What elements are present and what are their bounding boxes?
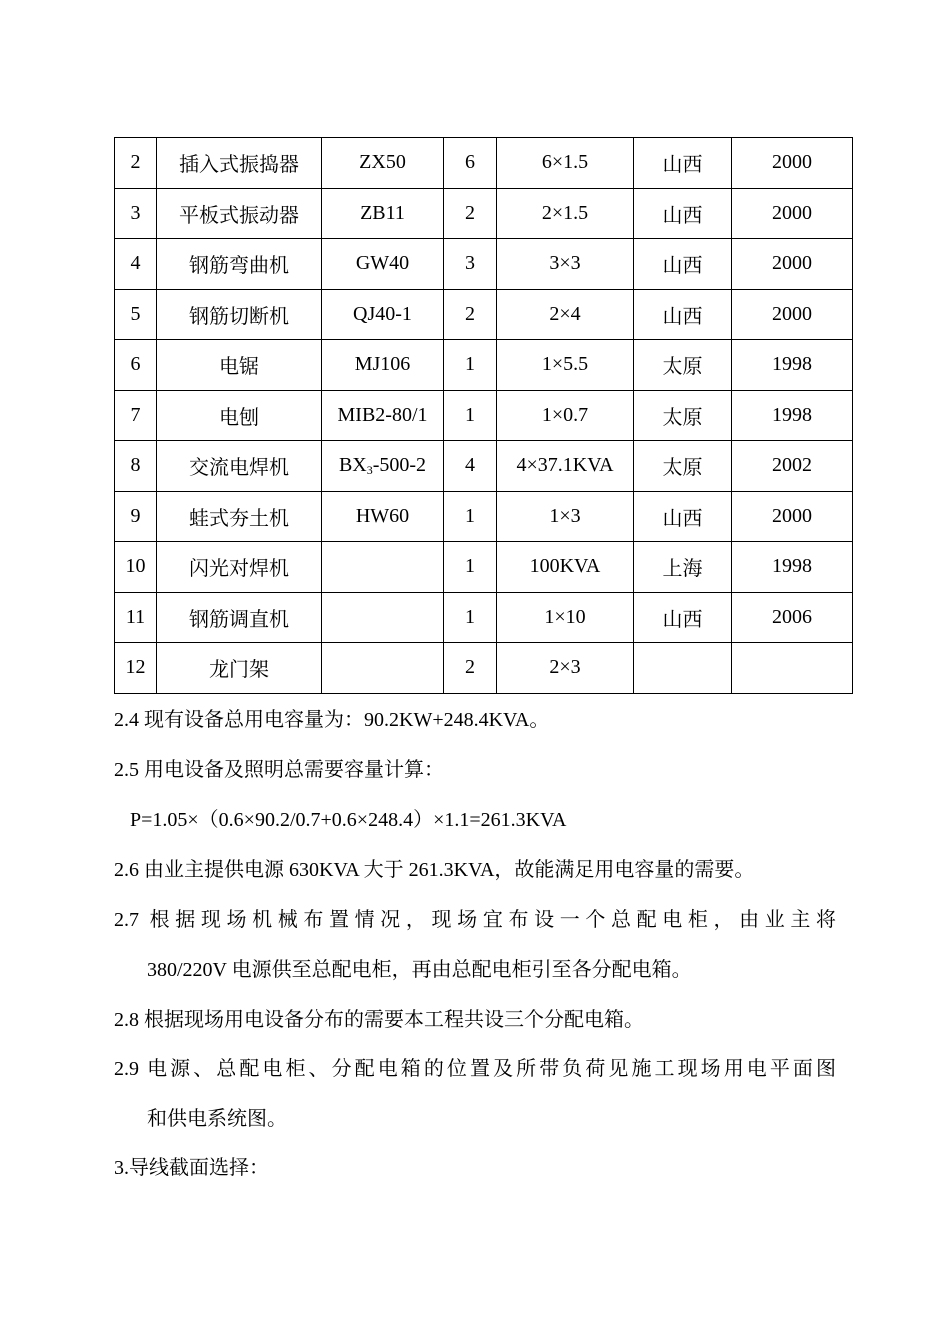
- equipment-power: 6×1.5: [497, 138, 634, 189]
- row-number: 10: [115, 542, 157, 593]
- equipment-year: 1998: [732, 340, 853, 391]
- equipment-origin: 山西: [634, 592, 732, 643]
- equipment-origin: 山西: [634, 289, 732, 340]
- equipment-quantity: 1: [444, 340, 497, 391]
- equipment-power: 2×4: [497, 289, 634, 340]
- table-row: [115, 138, 853, 189]
- equipment-year: 2000: [732, 289, 853, 340]
- row-number: 5: [115, 289, 157, 340]
- equipment-year: 2006: [732, 592, 853, 643]
- equipment-quantity: 1: [444, 390, 497, 441]
- equipment-name: 钢筋弯曲机: [157, 239, 322, 290]
- equipment-model: [322, 441, 444, 492]
- equipment-model: QJ40-1: [322, 289, 444, 340]
- model-prefix: BX: [338, 453, 367, 476]
- equipment-quantity: 6: [444, 138, 497, 189]
- equipment-power: 1×10: [497, 592, 634, 643]
- equipment-model: GW40: [322, 239, 444, 290]
- equipment-power: 4×37.1KVA: [497, 441, 634, 492]
- equipment-power: 1×5.5: [497, 340, 634, 391]
- equipment-model: [322, 643, 444, 694]
- table-row: [115, 289, 853, 340]
- equipment-origin: 山西: [634, 239, 732, 290]
- equipment-year: 2002: [732, 441, 853, 492]
- table-row: [115, 390, 853, 441]
- equipment-name: 电刨: [157, 390, 322, 441]
- table-row: [115, 340, 853, 391]
- equipment-year: 2000: [732, 138, 853, 189]
- equipment-power: 100KVA: [497, 542, 634, 593]
- equipment-table: [114, 137, 853, 694]
- paragraph-2-7-line-2: 380/220V 电源供至总配电柜，再由总配电柜引至各分配电箱。: [147, 959, 692, 981]
- equipment-name: 蛙式夯土机: [157, 491, 322, 542]
- equipment-name: 交流电焊机: [157, 441, 322, 492]
- equipment-power: 2×1.5: [497, 188, 634, 239]
- equipment-year: 2000: [732, 491, 853, 542]
- equipment-name: 龙门架: [157, 643, 322, 694]
- paragraph-2-7-line-1: 2.7 根据现场机械布置情况，现场宜布设一个总配电柜，由业主将: [114, 909, 836, 931]
- equipment-quantity: 1: [444, 592, 497, 643]
- equipment-name: 平板式振动器: [157, 188, 322, 239]
- equipment-quantity: 2: [444, 289, 497, 340]
- equipment-power: 3×3: [497, 239, 634, 290]
- equipment-year: 1998: [732, 542, 853, 593]
- section-3-heading: 3.导线截面选择：: [114, 1157, 269, 1179]
- equipment-quantity: 2: [444, 188, 497, 239]
- equipment-model: ZB11: [322, 188, 444, 239]
- row-number: 7: [115, 390, 157, 441]
- table-row: [115, 188, 853, 239]
- equipment-origin: 太原: [634, 441, 732, 492]
- row-number: 4: [115, 239, 157, 290]
- equipment-power: 2×3: [497, 643, 634, 694]
- row-number: 12: [115, 643, 157, 694]
- row-number: 3: [115, 188, 157, 239]
- row-number: 2: [115, 138, 157, 189]
- equipment-origin: [634, 643, 732, 694]
- table-row: [115, 239, 853, 290]
- equipment-model: [322, 592, 444, 643]
- equipment-origin: 太原: [634, 390, 732, 441]
- model-suffix: -500-2: [372, 453, 427, 476]
- equipment-model: [322, 542, 444, 593]
- equipment-model: ZX50: [322, 138, 444, 189]
- paragraph-2-5: 2.5 用电设备及照明总需要容量计算：: [114, 759, 444, 781]
- equipment-origin: 太原: [634, 340, 732, 391]
- equipment-quantity: 3: [444, 239, 497, 290]
- table-row: [115, 441, 853, 492]
- equipment-name: 钢筋调直机: [157, 592, 322, 643]
- row-number: 9: [115, 491, 157, 542]
- table-row: [115, 592, 853, 643]
- paragraph-2-9-line-1: 2.9 电源、总配电柜、分配电箱的位置及所带负荷见施工现场用电平面图: [114, 1058, 836, 1080]
- equipment-power: 1×0.7: [497, 390, 634, 441]
- equipment-name: 钢筋切断机: [157, 289, 322, 340]
- equipment-origin: 山西: [634, 138, 732, 189]
- equipment-name: 电锯: [157, 340, 322, 391]
- model-subscript: 3: [366, 462, 373, 477]
- equipment-quantity: 1: [444, 542, 497, 593]
- equipment-power: 1×3: [497, 491, 634, 542]
- equipment-year: 1998: [732, 390, 853, 441]
- equipment-model: MIB2-80/1: [322, 390, 444, 441]
- table-row: [115, 542, 853, 593]
- equipment-year: [732, 643, 853, 694]
- equipment-model: HW60: [322, 491, 444, 542]
- equipment-quantity: 4: [444, 441, 497, 492]
- equipment-quantity: 1: [444, 491, 497, 542]
- equipment-model: MJ106: [322, 340, 444, 391]
- paragraph-2-6: 2.6 由业主提供电源 630KVA 大于 261.3KVA，故能满足用电容量的需要。: [114, 859, 755, 881]
- equipment-name: 闪光对焊机: [157, 542, 322, 593]
- equipment-name: 插入式振捣器: [157, 138, 322, 189]
- equipment-origin: 山西: [634, 188, 732, 239]
- equipment-origin: 山西: [634, 491, 732, 542]
- row-number: 8: [115, 441, 157, 492]
- table-row: [115, 491, 853, 542]
- row-number: 11: [115, 592, 157, 643]
- row-number: 6: [115, 340, 157, 391]
- formula-line: P=1.05×（0.6×90.2/0.7+0.6×248.4）×1.1=261.3KVA: [130, 809, 567, 831]
- equipment-year: 2000: [732, 239, 853, 290]
- equipment-year: 2000: [732, 188, 853, 239]
- equipment-origin: 上海: [634, 542, 732, 593]
- paragraph-2-9-line-2: 和供电系统图。: [147, 1108, 287, 1130]
- equipment-quantity: 2: [444, 643, 497, 694]
- paragraph-2-4: 2.4 现有设备总用电容量为：90.2KW+248.4KVA。: [114, 709, 550, 731]
- paragraph-2-8: 2.8 根据现场用电设备分布的需要本工程共设三个分配电箱。: [114, 1009, 644, 1031]
- table-row: [115, 643, 853, 694]
